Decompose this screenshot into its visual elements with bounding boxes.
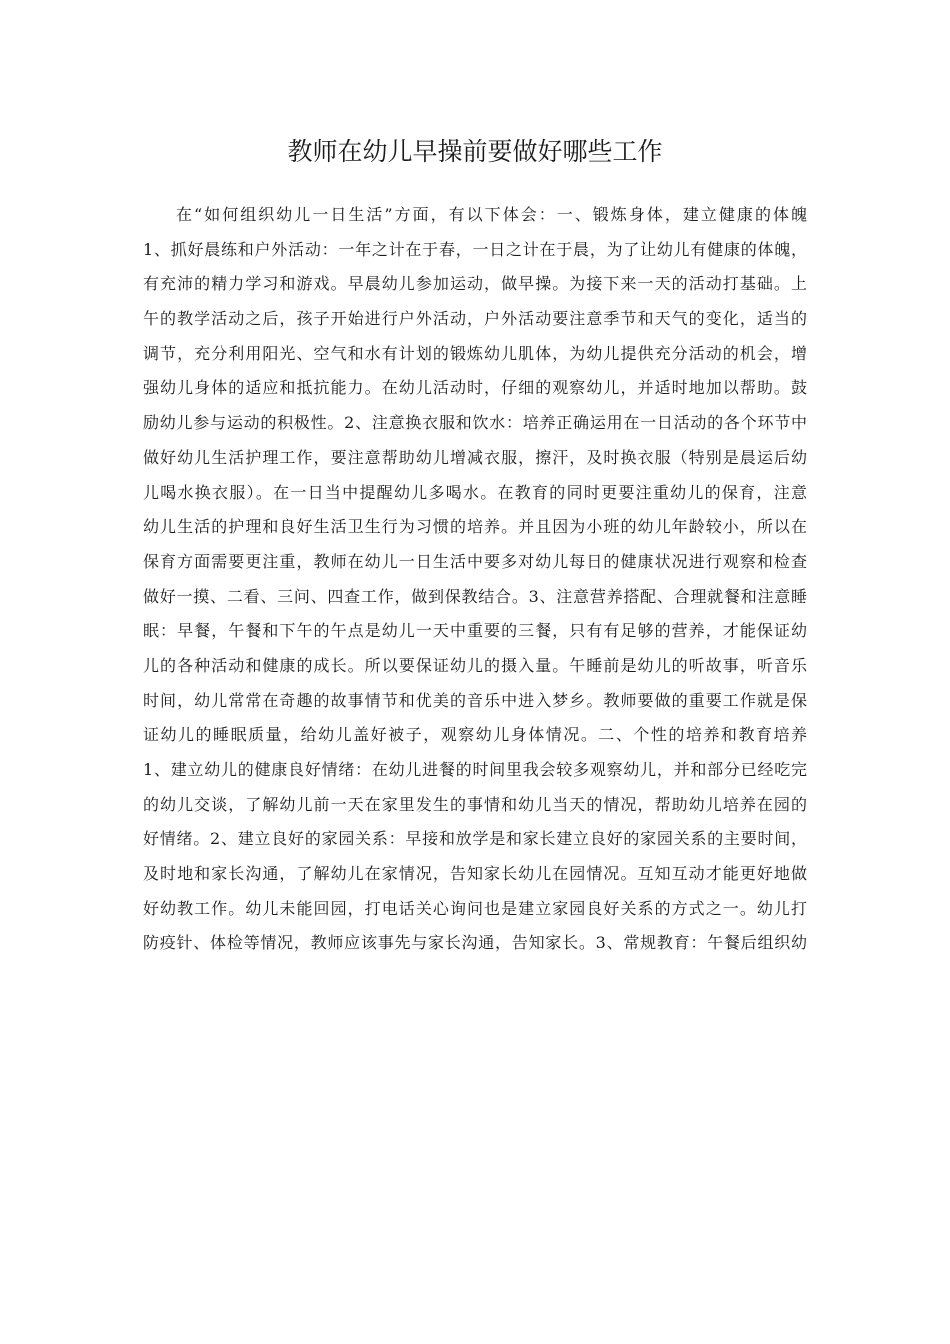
body-line: 有充沛的精力学习和游戏。早晨幼儿参加运动，做早操。为接下来一天的活动打基础。上 — [143, 274, 807, 294]
body-line: 眠：早餐，午餐和下午的午点是幼儿一天中重要的三餐，只有有足够的营养，才能保证幼 — [143, 621, 807, 641]
body-line: 的幼儿交谈，了解幼儿前一天在家里发生的事情和幼儿当天的情况，帮助幼儿培养在园的 — [143, 794, 807, 814]
body-line: 保育方面需要更注重，教师在幼儿一日生活中要多对幼儿每日的健康状况进行观察和检查 — [143, 551, 807, 571]
body-line: 午的教学活动之后，孩子开始进行户外活动，户外活动要注意季节和天气的变化，适当的 — [143, 309, 807, 329]
body-line: 证幼儿的睡眠质量，给幼儿盖好被子，观察幼儿身体情况。二、个性的培养和教育培养 — [143, 725, 807, 745]
body-line: 防疫针、体检等情况，教师应该事先与家长沟通，告知家长。3、常规教育：午餐后组织幼 — [143, 933, 807, 953]
document-title: 教师在幼儿早操前要做好哪些工作 — [287, 137, 663, 166]
body-line: 1、建立幼儿的健康良好情绪：在幼儿进餐的时间里我会较多观察幼儿，并和部分已经吃完 — [143, 760, 807, 779]
body-line: 好情绪。2、建立良好的家园关系：早接和放学是和家长建立良好的家园关系的主要时间， — [143, 829, 807, 849]
body-line: 励幼儿参与运动的积极性。2、注意换衣服和饮水：培养正确运用在一日活动的各个环节中 — [143, 413, 807, 433]
body-line: 在“如何组织幼儿一日生活”方面，有以下体会：一、锻炼身体，建立健康的体魄 — [176, 205, 807, 224]
body-line: 儿喝水换衣服）。在一日当中提醒幼儿多喝水。在教育的同时更要注重幼儿的保育，注意 — [143, 482, 807, 502]
body-line: 幼儿生活的护理和良好生活卫生行为习惯的培养。并且因为小班的幼儿年龄较小，所以在 — [143, 517, 807, 537]
body-line: 1、抓好晨练和户外活动：一年之计在于春，一日之计在于晨，为了让幼儿有健康的体魄， — [143, 239, 807, 259]
body-line: 做好幼儿生活护理工作，要注意帮助幼儿增减衣服，擦汗，及时换衣服（特别是晨运后幼 — [143, 447, 807, 467]
body-line: 时间，幼儿常常在奇趣的故事情节和优美的音乐中进入梦乡。教师要做的重要工作就是保 — [143, 690, 807, 710]
body-line: 儿的各种活动和健康的成长。所以要保证幼儿的摄入量。午睡前是幼儿的听故事，听音乐 — [143, 655, 807, 675]
body-line: 及时地和家长沟通，了解幼儿在家情况，告知家长幼儿在园情况。互知互动才能更好地做 — [143, 864, 807, 884]
body-line: 好幼教工作。幼儿未能回园，打电话关心询问也是建立家园良好关系的方式之一。幼儿打 — [143, 898, 807, 918]
body-line: 调节，充分利用阳光、空气和水有计划的锻炼幼儿肌体，为幼儿提供充分活动的机会，增 — [143, 343, 807, 363]
body-line: 强幼儿身体的适应和抵抗能力。在幼儿活动时，仔细的观察幼儿，并适时地加以帮助。鼓 — [143, 378, 807, 398]
document-body — [143, 198, 807, 961]
body-line: 做好一摸、二看、三问、四查工作，做到保教结合。3、注意营养搭配、合理就餐和注意睡 — [143, 586, 807, 606]
